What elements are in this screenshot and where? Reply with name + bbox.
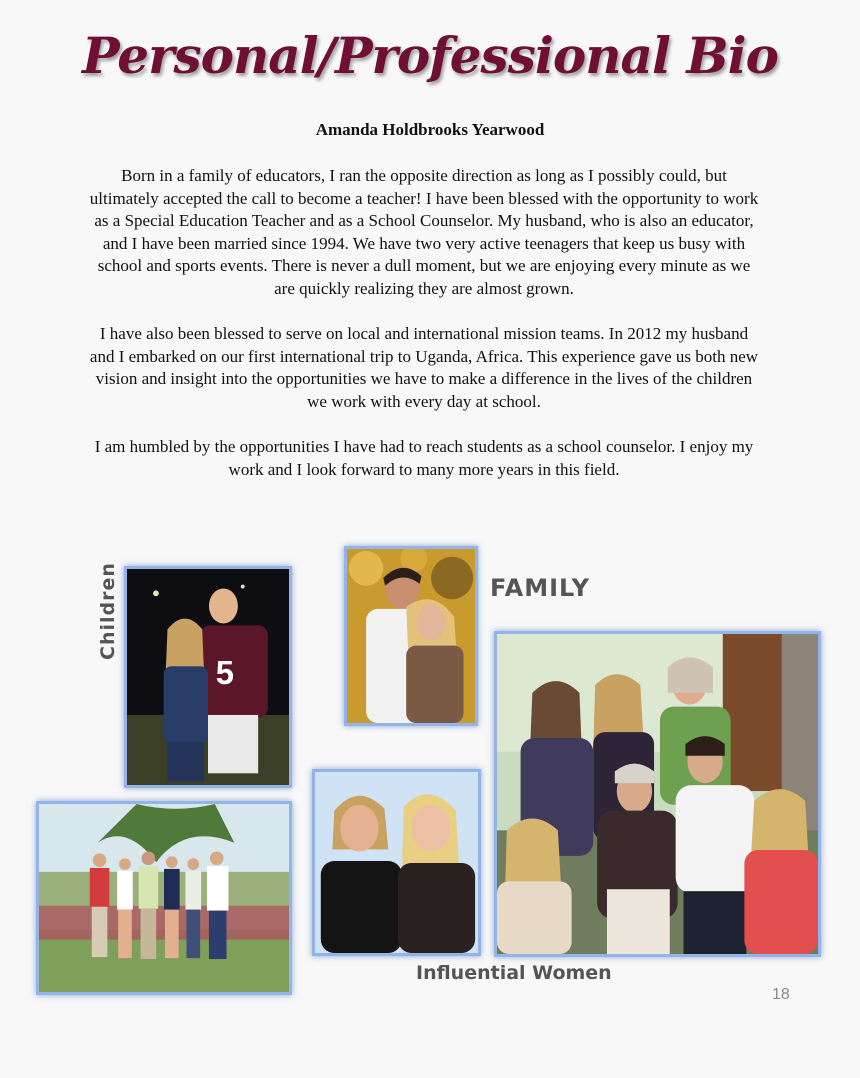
two-women-photo [312, 769, 481, 956]
family-label: FAMILY [490, 574, 590, 602]
page-number: 18 [772, 986, 790, 1003]
bio-paragraph-3: I am humbled by the opportunities I have had to reach students as a school counselor. I enjoy my work and I look forward to many more years in this field. [94, 437, 754, 479]
influential-women-photo [494, 631, 821, 957]
svg-text:5: 5 [215, 653, 234, 691]
bio-paragraph-2: I have also been blessed to serve on local and international mission teams. In 2012 my husband and I embarked on our first international trip to Uganda, Africa. This experience gave us both new vision and insight into the opportunities we have to make a difference in the lives of the children we work with every day at school. [89, 324, 759, 411]
family-photo [36, 801, 292, 995]
couple-photo [344, 546, 478, 726]
influential-women-label: Influential Women [416, 962, 612, 984]
bio-paragraph-1: Born in a family of educators, I ran the opposite direction as long as I possibly could, but ultimately accepted the call to become a teacher! I have been blessed with the opportunity to work as a Special Education Teacher and as a School Counselor. My husband, who is also an educator, and I have been married since 1994. We have two very active teenagers that keep us busy with school and sports events. There is never a dull moment, but we are enjoying every minute as we are quickly realizing they are almost grown. [89, 166, 759, 298]
author-name: Amanda Holdbrooks Yearwood [315, 120, 545, 139]
children-photo [124, 566, 292, 788]
page-title: Personal/Professional Bio [82, 26, 778, 85]
bio-text [86, 165, 762, 504]
children-label: Children [97, 562, 119, 660]
